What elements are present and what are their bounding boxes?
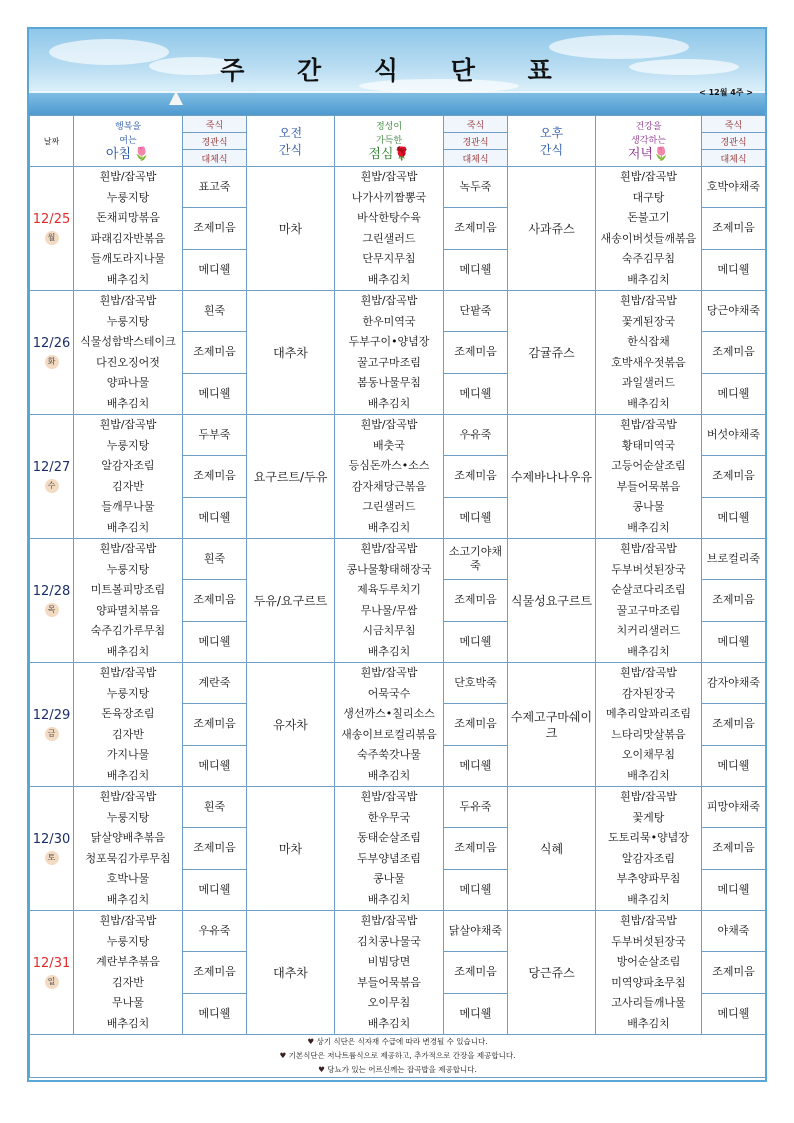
lunch-cell bbox=[335, 787, 444, 911]
b_side-item: 흰죽 bbox=[183, 539, 247, 580]
b_side-item: 메디웰 bbox=[183, 373, 247, 414]
menu-item: 배추김치 bbox=[627, 1016, 670, 1030]
menu-item: 콩나물황태해장국 bbox=[346, 562, 432, 576]
lunch-cell bbox=[335, 539, 444, 663]
menu-item: 제육두루치기 bbox=[357, 583, 421, 596]
am_snack-cell: 유자차 bbox=[247, 663, 335, 787]
menu-item: 한식잡채 bbox=[627, 335, 670, 348]
menu-item: 콩나물 bbox=[632, 500, 665, 513]
d_side-item: 당근야채죽 bbox=[702, 291, 766, 332]
menu-item: 꿀고구마조림 bbox=[616, 603, 681, 617]
l_side-item: 조제미음 bbox=[444, 704, 508, 745]
menu-item: 누룽지탕 bbox=[106, 810, 150, 824]
d_side-item: 조제미음 bbox=[702, 704, 766, 745]
menu-item: 고등어순살조림 bbox=[611, 459, 686, 472]
menu-item: 무나물 bbox=[112, 996, 144, 1009]
b_side-item: 조제미음 bbox=[183, 208, 247, 249]
date-text: 12/25 bbox=[32, 212, 71, 227]
menu-item: 가지나물 bbox=[106, 748, 150, 761]
week-label: < 12월 4주 > bbox=[699, 88, 753, 97]
d_side-item: 브로컬리죽 bbox=[702, 539, 766, 580]
dinner-cell bbox=[596, 539, 702, 663]
menu-item: 흰밥/잡곡밥 bbox=[360, 542, 418, 555]
menu-item: 감자된장국 bbox=[621, 686, 676, 700]
menu-item: 어묵국수 bbox=[367, 686, 411, 700]
d_side-item: 조제미음 bbox=[702, 952, 766, 993]
header-lunch: 정성이 가득한 점심🌹 bbox=[335, 116, 444, 167]
header-breakfast-porridge: 죽식 bbox=[183, 116, 247, 133]
menu-item: 다진오징어젓 bbox=[96, 355, 160, 369]
l_side-item: 메디웰 bbox=[444, 993, 508, 1034]
am_snack-cell: 두유/요구르트 bbox=[247, 539, 335, 663]
menu-item: 흰밥/잡곡밥 bbox=[360, 418, 418, 431]
menu-item: 배추김치 bbox=[627, 768, 670, 782]
tulip-icon: 🌷 bbox=[133, 146, 151, 162]
menu-item: 콩나물 bbox=[373, 872, 405, 885]
l_side-item: 조제미음 bbox=[444, 828, 508, 869]
b_side-item: 조제미음 bbox=[183, 704, 247, 745]
menu-item: 누룽지탕 bbox=[106, 686, 150, 700]
l_side-item: 조제미음 bbox=[444, 952, 508, 993]
menu-item: 한우미역국 bbox=[362, 314, 416, 328]
menu-item: 흰밥/잡곡밥 bbox=[620, 542, 677, 555]
header-breakfast-alt: 대체식 bbox=[183, 150, 247, 167]
menu-item: 나가사끼짬뽕국 bbox=[351, 190, 427, 204]
weekday-badge: 수 bbox=[45, 479, 59, 493]
d_side-item: 메디웰 bbox=[702, 745, 766, 786]
l_side-item: 메디웰 bbox=[444, 621, 508, 662]
dinner-cell bbox=[596, 415, 702, 539]
menu-item: 오이채무침 bbox=[621, 748, 676, 761]
menu-item: 흰밥/잡곡밥 bbox=[620, 418, 677, 431]
menu-item: 김치콩나물국 bbox=[357, 934, 421, 948]
menu-item: 흰밥/잡곡밥 bbox=[620, 294, 677, 307]
menu-item: 생선까스•칠리소스 bbox=[343, 707, 435, 720]
menu-item: 흰밥/잡곡밥 bbox=[99, 294, 157, 307]
menu-item: 한우무국 bbox=[367, 810, 411, 824]
l_side-item: 두유죽 bbox=[444, 787, 508, 828]
menu-item: 두부버섯된장국 bbox=[611, 562, 686, 576]
menu-item: 도토리묵•양념장 bbox=[608, 831, 689, 844]
lunch-cell bbox=[335, 415, 444, 539]
header-lunch-tube: 경관식 bbox=[444, 133, 508, 150]
am_snack-cell: 마차 bbox=[247, 787, 335, 911]
menu-item: 동태순살조림 bbox=[357, 831, 421, 844]
dinner-cell bbox=[596, 663, 702, 787]
header-dinner-tube: 경관식 bbox=[702, 133, 766, 150]
menu-item: 배추김치 bbox=[106, 520, 150, 534]
menu-item: 방어순살조림 bbox=[616, 955, 681, 968]
pm_snack-cell: 수제바나나우유 bbox=[508, 415, 596, 539]
l_side-item: 메디웰 bbox=[444, 497, 508, 538]
menu-item: 꽃게된장국 bbox=[621, 314, 676, 328]
b_side-item: 조제미음 bbox=[183, 952, 247, 993]
d_side-item: 조제미음 bbox=[702, 580, 766, 621]
weekly-menu-table bbox=[29, 115, 766, 1078]
menu-item: 돈불고기 bbox=[627, 211, 670, 224]
menu-item: 흰밥/잡곡밥 bbox=[99, 914, 157, 927]
header-lunch-alt: 대체식 bbox=[444, 150, 508, 167]
date-text: 12/26 bbox=[32, 336, 71, 351]
b_side-item: 흰죽 bbox=[183, 787, 247, 828]
menu-item: 부추양파무침 bbox=[616, 872, 681, 885]
day-row bbox=[30, 415, 766, 456]
rose-icon: 🌹 bbox=[393, 146, 410, 162]
menu-item: 두부구이•양념장 bbox=[348, 335, 430, 348]
header-date: 날짜 bbox=[30, 116, 74, 167]
b_side-item: 우유죽 bbox=[183, 911, 247, 952]
menu-item: 느타리맛살볶음 bbox=[611, 727, 686, 741]
b_side-item: 메디웰 bbox=[183, 497, 247, 538]
menu-item: 흰밥/잡곡밥 bbox=[360, 294, 418, 307]
menu-item: 누룽지탕 bbox=[106, 438, 150, 452]
breakfast-cell bbox=[74, 663, 183, 787]
day-row bbox=[30, 167, 766, 208]
lunch-cell bbox=[335, 167, 444, 291]
d_side-item: 메디웰 bbox=[702, 993, 766, 1034]
menu-item: 김자반 bbox=[112, 975, 144, 989]
menu-item: 흰밥/잡곡밥 bbox=[99, 790, 157, 803]
d_side-item: 조제미음 bbox=[702, 828, 766, 869]
d_side-item: 메디웰 bbox=[702, 373, 766, 414]
menu-item: 배추김치 bbox=[627, 520, 670, 534]
notes bbox=[30, 1035, 766, 1078]
l_side-item: 조제미음 bbox=[444, 580, 508, 621]
menu-item: 호박새우젓볶음 bbox=[611, 355, 686, 369]
l_side-item: 우유죽 bbox=[444, 415, 508, 456]
date-cell bbox=[30, 291, 74, 415]
day-row bbox=[30, 787, 766, 828]
menu-item: 숙주쑥갓나물 bbox=[357, 748, 421, 761]
menu-item: 흰밥/잡곡밥 bbox=[360, 170, 418, 183]
menu-item: 알감자조림 bbox=[101, 459, 155, 472]
menu-sheet bbox=[27, 27, 767, 1082]
menu-item: 봄동나물무침 bbox=[357, 376, 421, 389]
b_side-item: 조제미음 bbox=[183, 580, 247, 621]
am_snack-cell: 마차 bbox=[247, 167, 335, 291]
menu-item: 그린샐러드 bbox=[362, 231, 416, 245]
b_side-item: 계란죽 bbox=[183, 663, 247, 704]
menu-item: 파래김자반볶음 bbox=[90, 231, 166, 245]
menu-item: 김자반 bbox=[112, 727, 144, 741]
b_side-item: 메디웰 bbox=[183, 745, 247, 786]
menu-item: 식물성함박스테이크 bbox=[80, 335, 176, 348]
breakfast-cell bbox=[74, 539, 183, 663]
l_side-item: 조제미음 bbox=[444, 208, 508, 249]
menu-item: 배추김치 bbox=[367, 1016, 411, 1030]
lunch-cell bbox=[335, 291, 444, 415]
date-cell bbox=[30, 663, 74, 787]
lunch-cell bbox=[335, 911, 444, 1035]
menu-item: 흰밥/잡곡밥 bbox=[620, 666, 677, 679]
menu-item: 흰밥/잡곡밥 bbox=[99, 542, 157, 555]
menu-item: 두부양념조림 bbox=[357, 851, 421, 865]
header-dinner-porridge: 죽식 bbox=[702, 116, 766, 133]
b_side-item: 표고죽 bbox=[183, 167, 247, 208]
dinner-cell bbox=[596, 167, 702, 291]
breakfast-cell bbox=[74, 415, 183, 539]
page-title: 주 간 식 단 표 bbox=[220, 56, 574, 85]
am_snack-cell: 대추차 bbox=[247, 911, 335, 1035]
note-line: ♥ 상기 식단은 식자재 수급에 따라 변경될 수 있습니다. bbox=[307, 1037, 488, 1046]
menu-item: 감자채당근볶음 bbox=[351, 479, 427, 493]
pm_snack-cell: 식혜 bbox=[508, 787, 596, 911]
menu-item: 배추김치 bbox=[627, 396, 670, 410]
breakfast-cell bbox=[74, 787, 183, 911]
heart-icon: ♥ bbox=[307, 1037, 315, 1046]
sailboat-icon bbox=[169, 91, 183, 105]
menu-item: 배추김치 bbox=[367, 520, 411, 534]
d_side-item: 버섯야채죽 bbox=[702, 415, 766, 456]
menu-item: 청포묵김가루무침 bbox=[85, 851, 171, 865]
l_side-item: 메디웰 bbox=[444, 869, 508, 910]
menu-item: 시금치무침 bbox=[362, 624, 416, 637]
date-text: 12/27 bbox=[32, 460, 71, 475]
d_side-item: 야채죽 bbox=[702, 911, 766, 952]
date-text: 12/31 bbox=[32, 956, 71, 971]
l_side-item: 조제미음 bbox=[444, 456, 508, 497]
d_side-item: 조제미음 bbox=[702, 208, 766, 249]
d_side-item: 감자야채죽 bbox=[702, 663, 766, 704]
breakfast-cell bbox=[74, 167, 183, 291]
menu-item: 과일샐러드 bbox=[621, 376, 676, 389]
b_side-item: 메디웰 bbox=[183, 249, 247, 290]
b_side-item: 메디웰 bbox=[183, 869, 247, 910]
menu-item: 등심돈까스•소스 bbox=[348, 459, 430, 472]
menu-item: 알감자조림 bbox=[621, 851, 676, 865]
menu-item: 부들어묵볶음 bbox=[616, 479, 681, 493]
day-row bbox=[30, 663, 766, 704]
menu-item: 미역양파초무침 bbox=[611, 975, 686, 989]
menu-item: 배추김치 bbox=[627, 644, 670, 658]
b_side-item: 두부죽 bbox=[183, 415, 247, 456]
d_side-item: 조제미음 bbox=[702, 332, 766, 373]
dinner-cell bbox=[596, 291, 702, 415]
menu-item: 양파나물 bbox=[106, 376, 150, 389]
menu-item: 흰밥/잡곡밥 bbox=[360, 790, 418, 803]
pm_snack-cell: 감귤쥬스 bbox=[508, 291, 596, 415]
date-cell bbox=[30, 787, 74, 911]
weekday-badge: 월 bbox=[45, 231, 59, 245]
l_side-item: 메디웰 bbox=[444, 745, 508, 786]
l_side-item: 단호박죽 bbox=[444, 663, 508, 704]
header-breakfast-tube: 경관식 bbox=[183, 133, 247, 150]
heart-icon: ♥ bbox=[318, 1065, 325, 1074]
menu-item: 비빔당면 bbox=[367, 955, 411, 968]
breakfast-cell bbox=[74, 291, 183, 415]
date-cell bbox=[30, 911, 74, 1035]
weekday-badge: 화 bbox=[45, 355, 59, 369]
menu-item: 흰밥/잡곡밥 bbox=[360, 666, 418, 679]
menu-item: 두부버섯된장국 bbox=[611, 934, 686, 948]
menu-item: 그린샐러드 bbox=[362, 500, 416, 513]
menu-item: 닭살양배추볶음 bbox=[90, 831, 166, 844]
menu-item: 치커리샐러드 bbox=[616, 624, 681, 637]
menu-item: 들깨도라지나물 bbox=[90, 252, 166, 265]
l_side-item: 메디웰 bbox=[444, 249, 508, 290]
menu-item: 부들어묵볶음 bbox=[357, 975, 421, 989]
menu-item: 오이무침 bbox=[367, 996, 411, 1009]
weekday-badge: 금 bbox=[45, 727, 59, 741]
header-pm-snack: 오후 간식 bbox=[508, 116, 596, 167]
b_side-item: 조제미음 bbox=[183, 332, 247, 373]
header-breakfast: 행복을 여는 아침 🌷 bbox=[74, 116, 183, 167]
menu-item: 배추김치 bbox=[367, 892, 411, 906]
menu-item: 흰밥/잡곡밥 bbox=[99, 666, 157, 679]
lunch-cell bbox=[335, 663, 444, 787]
note-line: ♥ 기본식단은 저나트륨식으로 제공하고, 추가적으로 간장을 제공합니다. bbox=[279, 1051, 516, 1060]
weekday-badge: 목 bbox=[45, 603, 59, 617]
menu-item: 숙주김가루무침 bbox=[90, 624, 166, 637]
l_side-item: 메디웰 bbox=[444, 373, 508, 414]
menu-item: 무나물/무쌈 bbox=[360, 603, 418, 617]
menu-item: 누룽지탕 bbox=[106, 314, 150, 328]
d_side-item: 조제미음 bbox=[702, 456, 766, 497]
weekday-badge: 토 bbox=[45, 851, 59, 865]
menu-item: 메추리알꽈리조림 bbox=[605, 707, 691, 720]
menu-item: 배추김치 bbox=[367, 768, 411, 782]
menu-item: 순살코다리조림 bbox=[611, 583, 686, 596]
menu-item: 누룽지탕 bbox=[106, 190, 150, 204]
menu-item: 배추김치 bbox=[627, 272, 670, 286]
pm_snack-cell: 식물성요구르트 bbox=[508, 539, 596, 663]
menu-item: 꽃게탕 bbox=[632, 810, 665, 824]
menu-item: 황태미역국 bbox=[621, 438, 676, 452]
menu-item: 흰밥/잡곡밥 bbox=[620, 170, 677, 183]
menu-item: 계란부추볶음 bbox=[96, 955, 160, 968]
menu-item: 양파멸치볶음 bbox=[96, 603, 160, 617]
date-cell bbox=[30, 167, 74, 291]
breakfast-cell bbox=[74, 911, 183, 1035]
menu-item: 배추김치 bbox=[367, 644, 411, 658]
menu-item: 배추김치 bbox=[106, 1016, 150, 1030]
pm_snack-cell: 당근쥬스 bbox=[508, 911, 596, 1035]
menu-body bbox=[30, 167, 766, 1035]
dinner-cell bbox=[596, 787, 702, 911]
day-row bbox=[30, 911, 766, 952]
l_side-item: 녹두죽 bbox=[444, 167, 508, 208]
note-line: ♥ 당뇨가 있는 어르신께는 잡곡밥을 제공합니다. bbox=[318, 1065, 477, 1074]
heart-icon: ♥ bbox=[279, 1051, 287, 1060]
d_side-item: 메디웰 bbox=[702, 249, 766, 290]
date-text: 12/30 bbox=[32, 832, 71, 847]
d_side-item: 호박야채죽 bbox=[702, 167, 766, 208]
menu-item: 단무지무침 bbox=[362, 252, 416, 265]
menu-item: 고사리들깨나물 bbox=[611, 996, 686, 1009]
d_side-item: 피망야채죽 bbox=[702, 787, 766, 828]
tulip-icon: 🌷 bbox=[652, 146, 670, 162]
menu-item: 배추김치 bbox=[106, 644, 150, 658]
l_side-item: 소고기야채죽 bbox=[444, 539, 508, 580]
menu-item: 배추김치 bbox=[106, 396, 150, 410]
menu-item: 돈육장조림 bbox=[101, 707, 155, 720]
header-dinner: 건강을 생각하는 저녁🌷 bbox=[596, 116, 702, 167]
date-text: 12/28 bbox=[32, 584, 71, 599]
header-dinner-alt: 대체식 bbox=[702, 150, 766, 167]
menu-item: 누룽지탕 bbox=[106, 562, 150, 576]
b_side-item: 메디웰 bbox=[183, 621, 247, 662]
menu-item: 바삭한탕수육 bbox=[357, 211, 421, 224]
menu-item: 새송이브로컬리볶음 bbox=[341, 727, 437, 741]
menu-item: 배추김치 bbox=[106, 892, 150, 906]
menu-item: 새송이버섯들깨볶음 bbox=[600, 231, 697, 245]
b_side-item: 흰죽 bbox=[183, 291, 247, 332]
menu-item: 흰밥/잡곡밥 bbox=[99, 170, 157, 183]
date-text: 12/29 bbox=[32, 708, 71, 723]
b_side-item: 조제미음 bbox=[183, 828, 247, 869]
header-banner bbox=[29, 29, 765, 115]
menu-item: 배추김치 bbox=[106, 768, 150, 782]
menu-item: 호박나물 bbox=[106, 872, 150, 885]
l_side-item: 닭살야채죽 bbox=[444, 911, 508, 952]
day-row bbox=[30, 539, 766, 580]
menu-item: 배추김치 bbox=[367, 396, 411, 410]
b_side-item: 메디웰 bbox=[183, 993, 247, 1034]
menu-item: 대구탕 bbox=[632, 190, 665, 204]
menu-item: 배추김치 bbox=[627, 892, 670, 906]
d_side-item: 메디웰 bbox=[702, 869, 766, 910]
d_side-item: 메디웰 bbox=[702, 497, 766, 538]
menu-item: 미트볼피망조림 bbox=[90, 583, 166, 596]
menu-item: 흰밥/잡곡밥 bbox=[99, 418, 157, 431]
menu-item: 누룽지탕 bbox=[106, 934, 150, 948]
menu-item: 배춧국 bbox=[373, 438, 405, 452]
l_side-item: 조제미음 bbox=[444, 332, 508, 373]
menu-item: 숙주김무침 bbox=[621, 252, 676, 265]
d_side-item: 메디웰 bbox=[702, 621, 766, 662]
menu-item: 김자반 bbox=[112, 479, 144, 493]
l_side-item: 단팥죽 bbox=[444, 291, 508, 332]
pm_snack-cell: 수제고구마쉐이크 bbox=[508, 663, 596, 787]
dinner-cell bbox=[596, 911, 702, 1035]
header-am-snack: 오전 간식 bbox=[247, 116, 335, 167]
b_side-item: 조제미음 bbox=[183, 456, 247, 497]
menu-item: 돈채피망볶음 bbox=[96, 211, 160, 224]
am_snack-cell: 요구르트/두유 bbox=[247, 415, 335, 539]
menu-item: 배추김치 bbox=[106, 272, 150, 286]
date-cell bbox=[30, 415, 74, 539]
date-cell bbox=[30, 539, 74, 663]
header-lunch-porridge: 죽식 bbox=[444, 116, 508, 133]
am_snack-cell: 대추차 bbox=[247, 291, 335, 415]
menu-item: 들깨무나물 bbox=[101, 500, 155, 513]
day-row bbox=[30, 291, 766, 332]
menu-item: 꿀고구마조림 bbox=[357, 355, 421, 369]
pm_snack-cell: 사과쥬스 bbox=[508, 167, 596, 291]
menu-item: 흰밥/잡곡밥 bbox=[620, 790, 677, 803]
weekday-badge: 일 bbox=[45, 975, 59, 989]
menu-item: 흰밥/잡곡밥 bbox=[360, 914, 418, 927]
menu-item: 배추김치 bbox=[367, 272, 411, 286]
menu-item: 흰밥/잡곡밥 bbox=[620, 914, 677, 927]
